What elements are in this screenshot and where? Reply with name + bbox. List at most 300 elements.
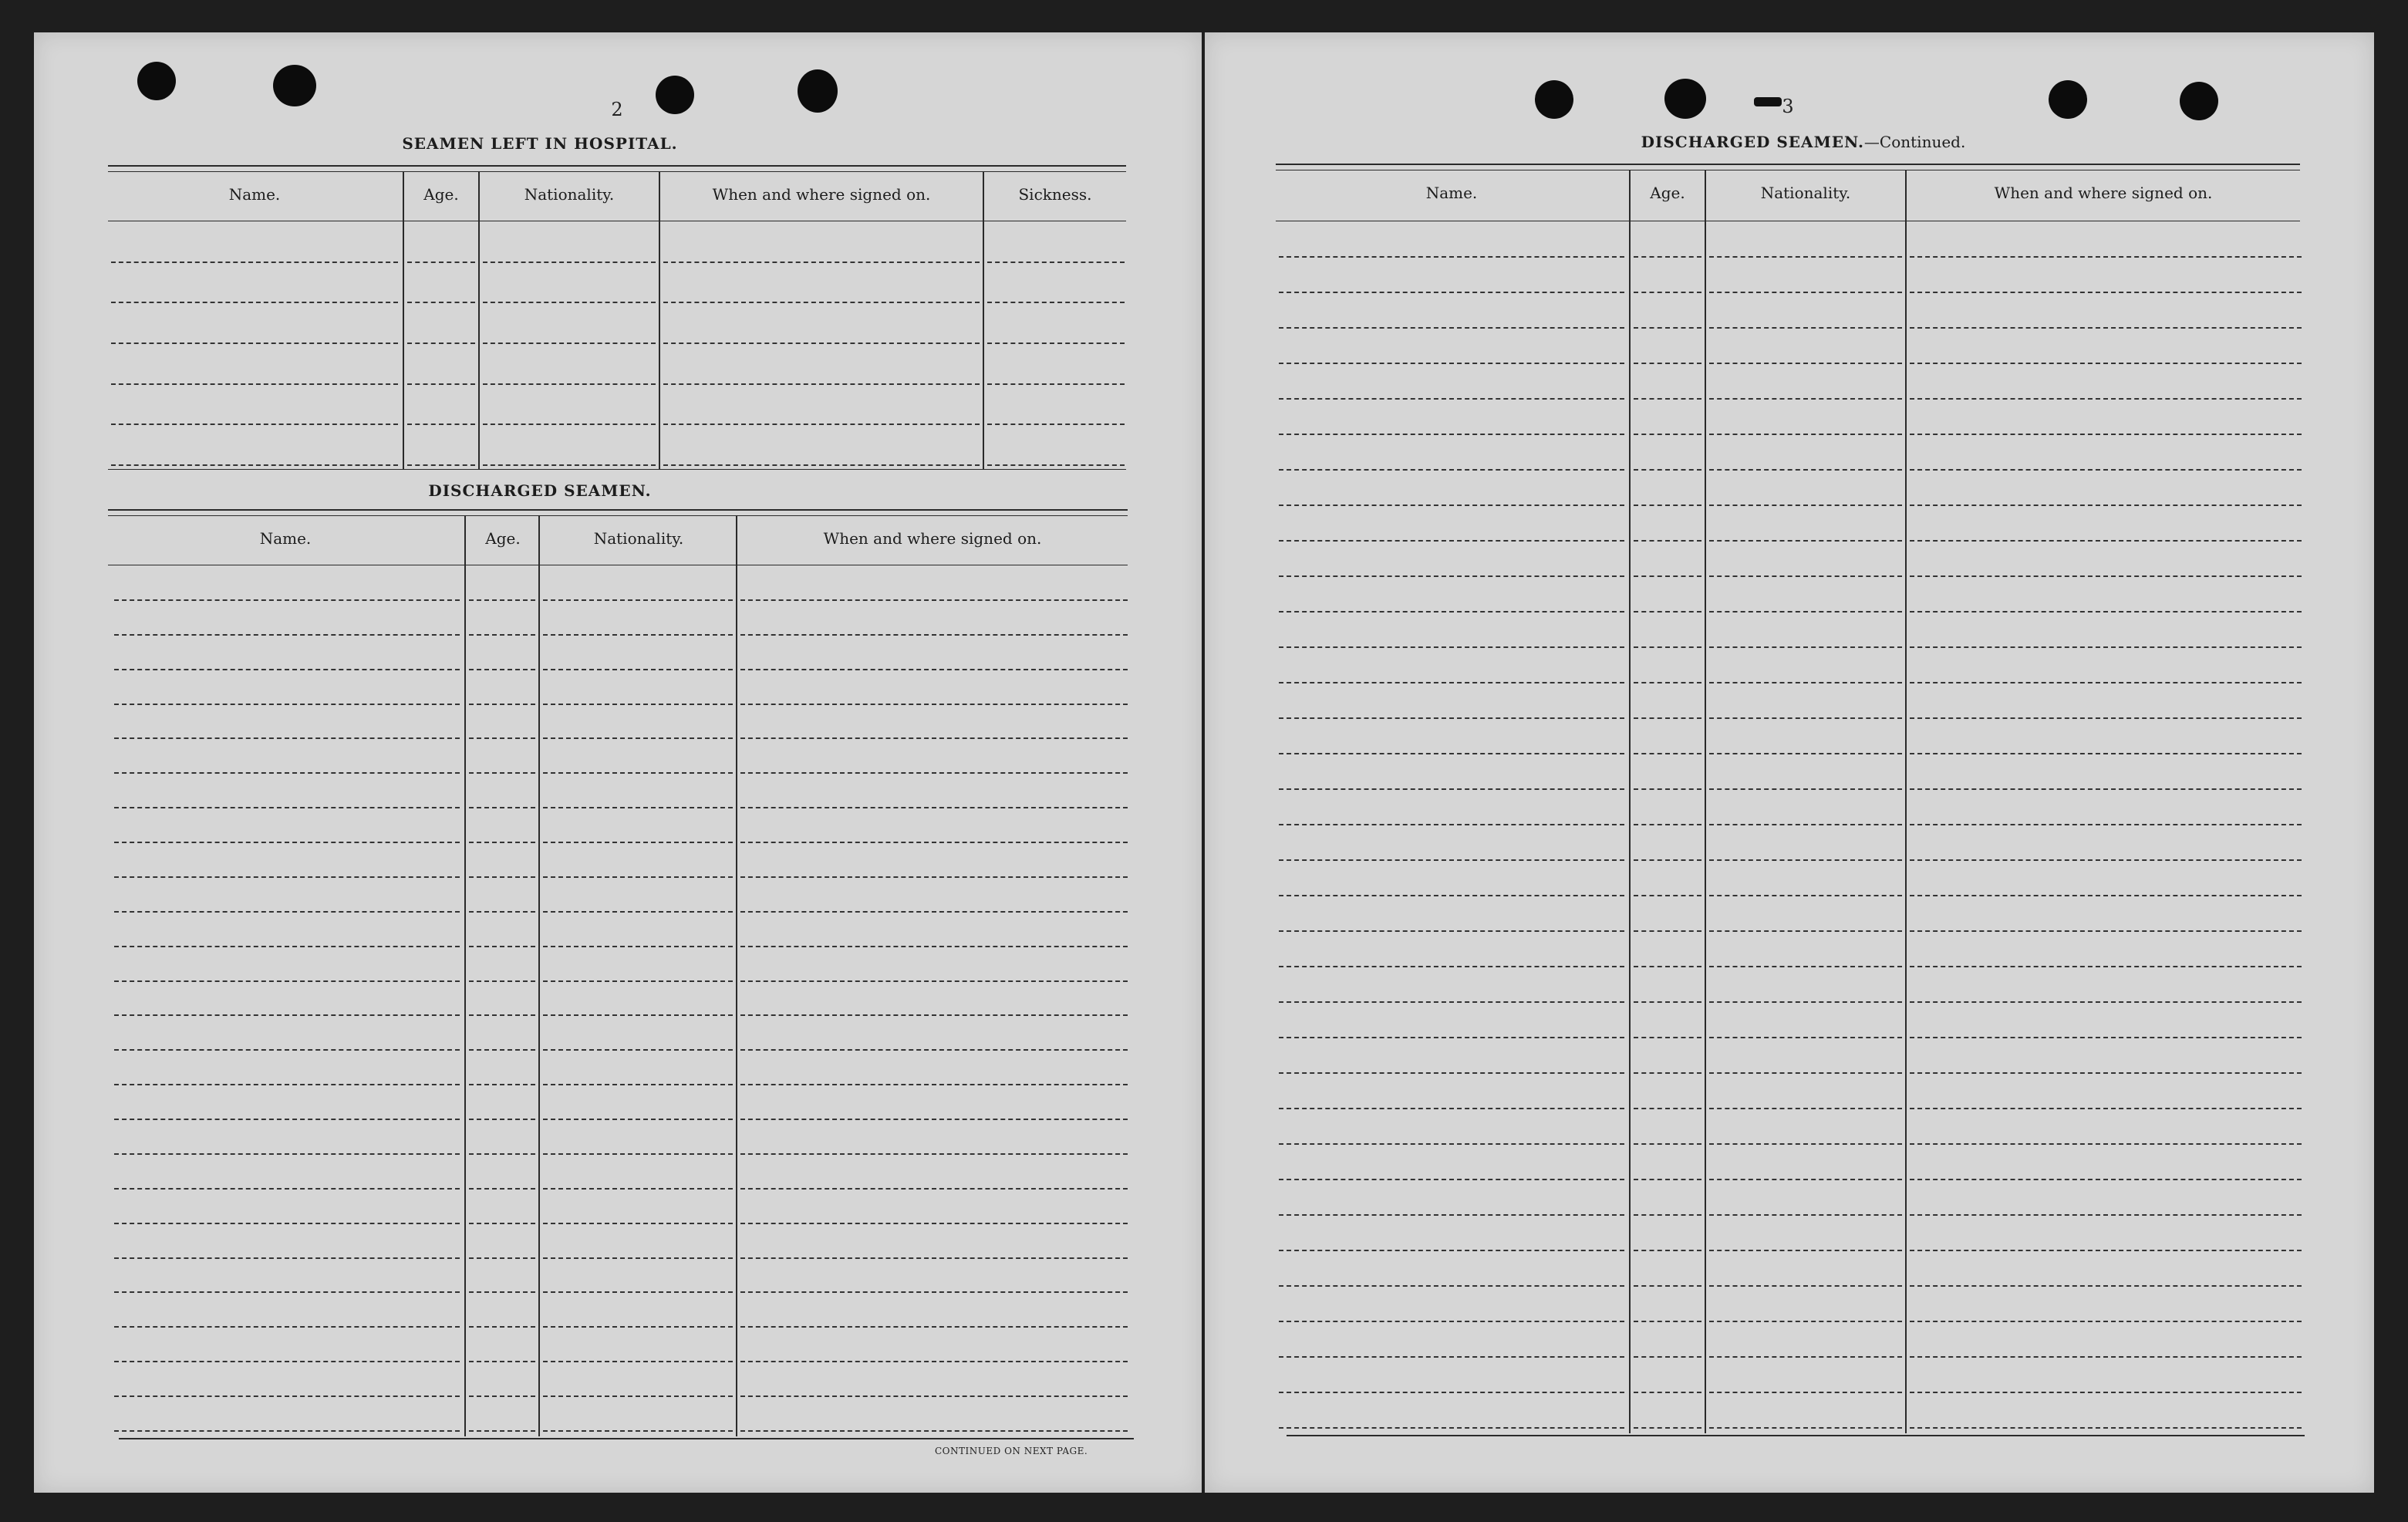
form-row-line: [1709, 753, 1902, 754]
form-row-line: [469, 876, 535, 878]
form-row-line: [114, 1430, 460, 1432]
form-row-line: [1279, 753, 1624, 754]
form-row-line: [740, 876, 1128, 878]
form-row-line: [740, 911, 1128, 913]
punch-hole: [1535, 80, 1573, 119]
form-row-line: [469, 807, 535, 808]
form-row-line: [1634, 1143, 1701, 1145]
punch-hole: [1664, 79, 1706, 119]
column-header-age: Age.: [423, 185, 459, 204]
form-row-line: [1279, 363, 1624, 364]
form-row-line: [1709, 1179, 1902, 1180]
form-row-line: [543, 946, 733, 947]
form-row-line: [987, 302, 1125, 303]
form-row-line: [543, 1188, 733, 1190]
form-row-line: [469, 634, 535, 636]
column-header-name: Name.: [259, 529, 312, 548]
form-row-line: [1279, 505, 1624, 506]
form-row-line: [1279, 1143, 1624, 1145]
form-row-line: [1634, 1356, 1701, 1358]
form-row-line: [663, 343, 980, 344]
form-row-line: [1279, 327, 1624, 329]
form-row-line: [1634, 824, 1701, 825]
column-header-nationality: Nationality.: [593, 529, 684, 548]
form-row-line: [1279, 540, 1624, 542]
form-row-line: [407, 302, 475, 303]
table-bottom-rule: [1287, 1435, 2305, 1436]
form-row-line: [1634, 1108, 1701, 1109]
form-row-line: [1910, 611, 2302, 613]
form-row-line: [111, 464, 398, 466]
form-row-line: [1279, 398, 1624, 400]
form-row-line: [663, 262, 980, 263]
form-row-line: [1279, 434, 1624, 435]
section-title-text: DISCHARGED SEAMEN.: [1641, 133, 1864, 151]
form-row-line: [543, 1430, 733, 1432]
form-row-line: [114, 1014, 460, 1016]
form-row-line: [1910, 646, 2302, 648]
form-row-line: [1634, 717, 1701, 719]
form-row-line: [1910, 824, 2302, 825]
form-row-line: [740, 704, 1128, 705]
column-divider: [1629, 170, 1631, 1433]
form-row-line: [740, 980, 1128, 982]
form-row-line: [1709, 469, 1902, 471]
form-row-line: [1634, 363, 1701, 364]
form-row-line: [114, 704, 460, 705]
form-row-line: [469, 737, 535, 739]
form-row-line: [483, 424, 656, 425]
form-row-line: [1709, 895, 1902, 896]
discharged-section-title: DISCHARGED SEAMEN.: [428, 481, 652, 500]
form-row-line: [111, 424, 398, 425]
column-divider: [1905, 170, 1907, 1433]
column-header-name: Name.: [228, 185, 281, 204]
form-row-line: [1910, 930, 2302, 932]
form-row-line: [543, 980, 733, 982]
form-row-line: [1910, 1214, 2302, 1216]
form-row-line: [740, 634, 1128, 636]
form-row-line: [1709, 434, 1902, 435]
form-row-line: [1910, 753, 2302, 754]
form-row-line: [1279, 256, 1624, 258]
form-row-line: [114, 772, 460, 774]
form-row-line: [1634, 1037, 1701, 1038]
form-row-line: [1910, 895, 2302, 896]
form-row-line: [1709, 930, 1902, 932]
form-row-line: [469, 1188, 535, 1190]
column-divider: [983, 171, 984, 469]
form-row-line: [740, 1188, 1128, 1190]
ink-mark: [1754, 97, 1782, 106]
form-row-line: [1709, 611, 1902, 613]
form-row-line: [1709, 859, 1902, 861]
form-row-line: [469, 1361, 535, 1362]
form-row-line: [1910, 1037, 2302, 1038]
form-row-line: [543, 1257, 733, 1259]
form-row-line: [1910, 1108, 2302, 1109]
punch-hole: [2049, 80, 2087, 119]
column-divider: [736, 515, 737, 1436]
form-row-line: [469, 704, 535, 705]
form-row-line: [1709, 1392, 1902, 1393]
form-row-line: [663, 464, 980, 466]
form-row-line: [740, 669, 1128, 670]
form-row-line: [1279, 1250, 1624, 1251]
form-row-line: [740, 946, 1128, 947]
form-row-line: [1910, 363, 2302, 364]
form-row-line: [483, 383, 656, 385]
form-row-line: [469, 980, 535, 982]
table-bottom-rule: [108, 469, 1126, 470]
form-row-line: [469, 1153, 535, 1155]
form-row-line: [740, 737, 1128, 739]
form-row-line: [987, 383, 1125, 385]
form-row-line: [543, 876, 733, 878]
form-row-line: [1910, 1072, 2302, 1074]
punch-hole: [137, 62, 176, 100]
form-row-line: [1910, 1250, 2302, 1251]
form-row-line: [543, 1291, 733, 1293]
form-row-line: [1709, 1037, 1902, 1038]
form-row-line: [1709, 398, 1902, 400]
form-row-line: [740, 772, 1128, 774]
form-row-line: [1634, 1179, 1701, 1180]
form-row-line: [1634, 434, 1701, 435]
form-row-line: [740, 1119, 1128, 1120]
continued-note: CONTINUED ON NEXT PAGE.: [935, 1446, 1088, 1456]
form-row-line: [1709, 1001, 1902, 1003]
form-row-line: [1709, 1356, 1902, 1358]
form-row-line: [1910, 966, 2302, 967]
form-row-line: [407, 424, 475, 425]
form-row-line: [1279, 824, 1624, 825]
form-row-line: [1634, 646, 1701, 648]
form-row-line: [740, 1084, 1128, 1085]
form-row-line: [1634, 859, 1701, 861]
form-row-line: [740, 1291, 1128, 1293]
form-row-line: [740, 1361, 1128, 1362]
page-number: 3: [1782, 96, 1794, 117]
form-row-line: [1910, 1001, 2302, 1003]
form-row-line: [469, 1049, 535, 1051]
section-title-suffix: —Continued.: [1863, 133, 1966, 151]
punch-hole: [273, 65, 316, 106]
form-row-line: [469, 1223, 535, 1224]
column-divider: [464, 515, 466, 1436]
form-row-line: [1634, 1214, 1701, 1216]
form-row-line: [1279, 788, 1624, 790]
form-row-line: [114, 980, 460, 982]
form-row-line: [987, 464, 1125, 466]
table-top-rule: [108, 509, 1128, 511]
form-row-line: [1910, 292, 2302, 293]
form-row-line: [1279, 1179, 1624, 1180]
form-row-line: [1910, 575, 2302, 577]
form-row-line: [114, 1395, 460, 1397]
form-row-line: [1709, 1072, 1902, 1074]
form-row-line: [1279, 1001, 1624, 1003]
form-row-line: [1634, 682, 1701, 683]
form-row-line: [1910, 327, 2302, 329]
column-header-name: Name.: [1425, 184, 1478, 202]
form-row-line: [740, 1257, 1128, 1259]
form-row-line: [543, 1326, 733, 1328]
form-row-line: [1910, 859, 2302, 861]
form-row-line: [1279, 1427, 1624, 1429]
column-header-age: Age.: [485, 529, 521, 548]
form-row-line: [407, 464, 475, 466]
form-row-line: [1709, 1285, 1902, 1287]
column-divider: [478, 171, 480, 469]
table-top-rule: [108, 165, 1126, 167]
form-row-line: [111, 343, 398, 344]
form-row-line: [114, 1084, 460, 1085]
form-row-line: [114, 737, 460, 739]
form-row-line: [469, 1395, 535, 1397]
punch-hole: [656, 76, 694, 114]
form-row-line: [114, 911, 460, 913]
form-row-line: [740, 842, 1128, 843]
form-row-line: [1634, 327, 1701, 329]
form-row-line: [1910, 1285, 2302, 1287]
form-row-line: [1910, 1179, 2302, 1180]
form-row-line: [1910, 256, 2302, 258]
form-row-line: [740, 1153, 1128, 1155]
table-top-rule: [108, 515, 1128, 516]
form-row-line: [483, 343, 656, 344]
form-row-line: [1709, 1214, 1902, 1216]
form-row-line: [1709, 1108, 1902, 1109]
form-row-line: [1279, 930, 1624, 932]
form-row-line: [469, 772, 535, 774]
form-row-line: [1910, 469, 2302, 471]
form-row-line: [1709, 1250, 1902, 1251]
form-row-line: [1279, 859, 1624, 861]
form-row-line: [987, 262, 1125, 263]
form-row-line: [469, 842, 535, 843]
form-row-line: [1634, 1285, 1701, 1287]
column-header-when-where: When and where signed on.: [712, 185, 931, 204]
form-row-line: [1279, 682, 1624, 683]
form-row-line: [1910, 717, 2302, 719]
form-row-line: [740, 807, 1128, 808]
form-row-line: [114, 1257, 460, 1259]
form-row-line: [469, 669, 535, 670]
form-row-line: [114, 1119, 460, 1120]
form-row-line: [111, 262, 398, 263]
form-row-line: [1709, 1143, 1902, 1145]
form-row-line: [114, 599, 460, 601]
form-row-line: [543, 704, 733, 705]
form-row-line: [1709, 682, 1902, 683]
form-row-line: [740, 1223, 1128, 1224]
form-row-line: [543, 807, 733, 808]
form-row-line: [1634, 930, 1701, 932]
form-row-line: [114, 1188, 460, 1190]
form-row-line: [543, 1361, 733, 1362]
form-row-line: [469, 1014, 535, 1016]
form-row-line: [1709, 824, 1902, 825]
form-row-line: [1709, 717, 1902, 719]
punch-hole: [798, 69, 838, 113]
form-row-line: [543, 1084, 733, 1085]
form-row-line: [114, 807, 460, 808]
form-row-line: [1279, 1072, 1624, 1074]
column-header-when-where: When and where signed on.: [1994, 184, 2213, 202]
form-row-line: [111, 383, 398, 385]
form-row-line: [1709, 646, 1902, 648]
form-row-line: [1709, 788, 1902, 790]
form-row-line: [1279, 292, 1624, 293]
form-row-line: [469, 911, 535, 913]
form-row-line: [1279, 966, 1624, 967]
form-row-line: [469, 1291, 535, 1293]
form-row-line: [1634, 1072, 1701, 1074]
form-row-line: [469, 1119, 535, 1120]
form-row-line: [1910, 1392, 2302, 1393]
form-row-line: [469, 1430, 535, 1432]
form-row-line: [1279, 611, 1624, 613]
form-row-line: [543, 1049, 733, 1051]
form-row-line: [1279, 1356, 1624, 1358]
form-row-line: [1910, 682, 2302, 683]
form-row-line: [1634, 611, 1701, 613]
form-row-line: [1910, 1427, 2302, 1429]
form-row-line: [1634, 1392, 1701, 1393]
form-row-line: [1709, 256, 1902, 258]
form-row-line: [1634, 398, 1701, 400]
form-row-line: [114, 1049, 460, 1051]
form-row-line: [114, 1326, 460, 1328]
form-row-line: [1634, 966, 1701, 967]
form-row-line: [1910, 1356, 2302, 1358]
form-row-line: [663, 302, 980, 303]
form-row-line: [543, 1119, 733, 1120]
form-row-line: [1709, 1321, 1902, 1322]
hospital-section-title: SEAMEN LEFT IN HOSPITAL.: [402, 134, 678, 153]
form-row-line: [740, 1395, 1128, 1397]
form-row-line: [469, 1084, 535, 1085]
form-row-line: [543, 634, 733, 636]
form-row-line: [1634, 256, 1701, 258]
form-row-line: [1709, 575, 1902, 577]
column-header-when-where: When and where signed on.: [823, 529, 1042, 548]
form-row-line: [543, 737, 733, 739]
form-row-line: [740, 1430, 1128, 1432]
form-row-line: [1279, 469, 1624, 471]
column-header-nationality: Nationality.: [524, 185, 615, 204]
form-row-line: [114, 1153, 460, 1155]
form-row-line: [1279, 1037, 1624, 1038]
form-row-line: [114, 669, 460, 670]
form-row-line: [987, 343, 1125, 344]
form-row-line: [1634, 1250, 1701, 1251]
form-row-line: [407, 343, 475, 344]
form-row-line: [1634, 788, 1701, 790]
form-row-line: [483, 302, 656, 303]
form-row-line: [543, 842, 733, 843]
table-top-rule: [108, 171, 1126, 172]
form-row-line: [543, 1014, 733, 1016]
form-row-line: [663, 383, 980, 385]
form-row-line: [1634, 292, 1701, 293]
form-row-line: [1709, 540, 1902, 542]
table-bottom-rule: [119, 1438, 1134, 1439]
form-row-line: [114, 1291, 460, 1293]
form-row-line: [469, 1326, 535, 1328]
form-row-line: [1910, 398, 2302, 400]
form-row-line: [1634, 1001, 1701, 1003]
form-row-line: [1634, 540, 1701, 542]
form-row-line: [483, 464, 656, 466]
table-top-rule: [1276, 164, 2300, 165]
form-row-line: [1279, 1285, 1624, 1287]
form-row-line: [1910, 1143, 2302, 1145]
column-divider: [1705, 170, 1706, 1433]
form-row-line: [1634, 505, 1701, 506]
column-divider: [538, 515, 540, 1436]
form-row-line: [1279, 646, 1624, 648]
form-row-line: [543, 1223, 733, 1224]
form-row-line: [1709, 1427, 1902, 1429]
form-row-line: [543, 669, 733, 670]
form-row-line: [114, 1361, 460, 1362]
form-row-line: [1709, 363, 1902, 364]
form-row-line: [1709, 505, 1902, 506]
form-row-line: [483, 262, 656, 263]
form-row-line: [1279, 1392, 1624, 1393]
form-row-line: [1910, 1321, 2302, 1322]
form-row-line: [1279, 1321, 1624, 1322]
form-row-line: [1634, 895, 1701, 896]
form-row-line: [1910, 788, 2302, 790]
form-row-line: [469, 946, 535, 947]
discharged-continued-title: [1572, 133, 2035, 151]
column-header-nationality: Nationality.: [1760, 184, 1851, 202]
column-header-sickness: Sickness.: [1018, 185, 1092, 204]
punch-hole: [2180, 82, 2218, 120]
form-row-line: [1709, 327, 1902, 329]
form-row-line: [1634, 469, 1701, 471]
form-row-line: [543, 911, 733, 913]
form-row-line: [1279, 1108, 1624, 1109]
form-row-line: [114, 876, 460, 878]
form-row-line: [1279, 575, 1624, 577]
form-row-line: [1709, 966, 1902, 967]
form-row-line: [407, 383, 475, 385]
form-row-line: [740, 1049, 1128, 1051]
form-row-line: [1634, 1321, 1701, 1322]
form-row-line: [740, 1326, 1128, 1328]
form-row-line: [740, 1014, 1128, 1016]
form-row-line: [1910, 434, 2302, 435]
form-row-line: [663, 424, 980, 425]
form-row-line: [407, 262, 475, 263]
left-page: [34, 32, 1202, 1493]
form-row-line: [1910, 540, 2302, 542]
column-header-age: Age.: [1650, 184, 1685, 202]
form-row-line: [1279, 895, 1624, 896]
form-row-line: [543, 1395, 733, 1397]
form-row-line: [543, 599, 733, 601]
form-row-line: [469, 1257, 535, 1259]
form-row-line: [114, 842, 460, 843]
form-row-line: [1279, 1214, 1624, 1216]
form-row-line: [1279, 717, 1624, 719]
form-row-line: [114, 634, 460, 636]
form-row-line: [1709, 292, 1902, 293]
